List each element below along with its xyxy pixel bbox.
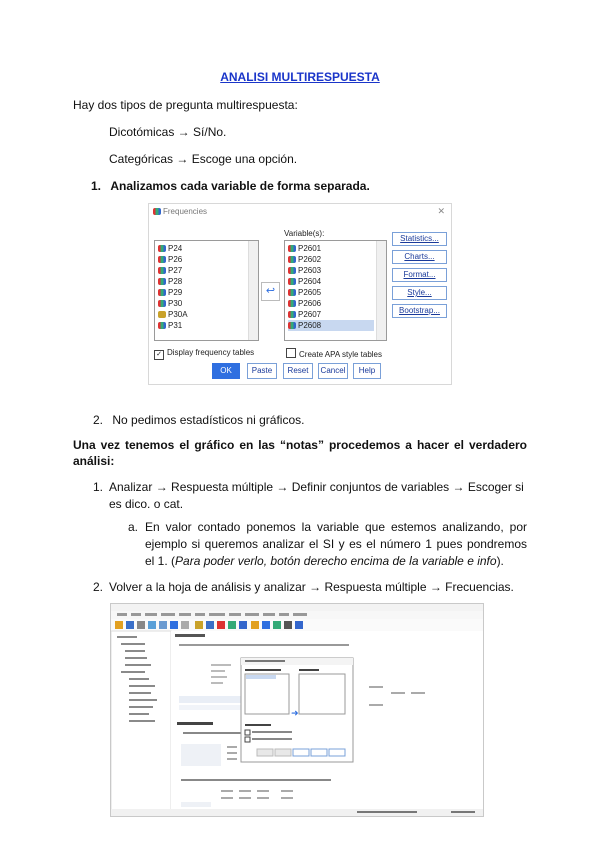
cancel-button[interactable]: Cancel (318, 363, 348, 379)
list2-item-1-number: 1. (93, 480, 104, 494)
spss-viewer-picture (111, 604, 483, 816)
format-button[interactable]: Format... (392, 268, 447, 282)
list-item-selected[interactable]: P2608 (288, 320, 374, 331)
page-title: ANALISI MULTIRESPUESTA (220, 70, 380, 84)
checkmark-icon: ✓ (154, 350, 164, 360)
close-icon[interactable]: ✕ (437, 206, 445, 216)
list-item[interactable]: P26 (158, 254, 182, 265)
step-2 (93, 412, 304, 428)
sub-item-a-line2: ejemplo si queremos analizar el SI y es el número 1 pues pondremos (145, 537, 527, 551)
list2-item-2-text: Volver a la hoja de análisis y analizar → Respuesta múltiple → Frecuencias. (109, 580, 514, 594)
list-item[interactable]: P27 (158, 265, 182, 276)
style-button[interactable]: Style... (392, 286, 447, 300)
sub-item-a-letter: a. (128, 520, 139, 534)
list-item[interactable]: P24 (158, 243, 182, 254)
list-item[interactable]: P2607 (288, 309, 321, 320)
apa-style-tables-checkbox[interactable]: Create APA style tables (286, 348, 382, 359)
list-item[interactable]: P30 (158, 298, 182, 309)
list-item[interactable]: P2603 (288, 265, 321, 276)
step-2-number: 2. (93, 413, 104, 427)
frequencies-dialog (148, 203, 452, 385)
analysis-heading: Una vez tenemos el gráfico en las “notas” procedemos a hacer el verdadero análisi: (73, 438, 527, 468)
sub-item-a-line1: En valor contado ponemos la variable que estemos analizando, por (145, 520, 527, 534)
list-item[interactable]: P28 (158, 276, 182, 287)
list2-item-1-text-cont: es dico. o cat. (109, 497, 184, 511)
intro-text: Hay dos tipos de pregunta multirespuesta: (73, 98, 298, 112)
bootstrap-button[interactable]: Bootstrap... (392, 304, 447, 318)
list-item[interactable]: P2604 (288, 276, 321, 287)
list-item[interactable]: P2605 (288, 287, 321, 298)
list-item[interactable]: P31 (158, 320, 182, 331)
dialog-app-icon (153, 208, 161, 215)
paste-button[interactable]: Paste (247, 363, 277, 379)
help-button[interactable]: Help (353, 363, 381, 379)
step-2-text: No pedimos estadísticos ni gráficos. (112, 413, 305, 427)
left-scrollbar[interactable] (248, 241, 258, 340)
svg-text:➜: ➜ (291, 709, 299, 719)
display-frequency-tables-checkbox[interactable]: ✓ Display frequency tables (154, 348, 254, 360)
step-1-number: 1. (91, 179, 102, 193)
list-item[interactable]: P30A (158, 309, 188, 320)
statistics-button[interactable]: Statistics... (392, 232, 447, 246)
type-dicotomicas: Dicotómicas → Sí/No. (109, 125, 227, 139)
list-item[interactable]: P2601 (288, 243, 321, 254)
target-variable-list[interactable] (284, 240, 387, 341)
sub-item-a-italic: Para poder verlo, botón derecho encima de la variable e info (175, 554, 497, 568)
list-item[interactable]: P29 (158, 287, 182, 298)
charts-button[interactable]: Charts... (392, 250, 447, 264)
spss-viewer-screenshot (110, 603, 484, 817)
list-item[interactable]: P2606 (288, 298, 321, 309)
variables-label: Variable(s): (284, 229, 325, 238)
list2-item-1-text: Analizar → Respuesta múltiple → Definir conjuntos de variables → Escoger si (109, 480, 524, 494)
ok-button[interactable]: OK (212, 363, 240, 379)
source-variable-list[interactable] (154, 240, 259, 341)
list2-item-2-number: 2. (93, 580, 104, 594)
move-arrow-button[interactable]: ↩ (261, 282, 280, 301)
step-1 (91, 178, 370, 194)
sub-item-a-line3: el 1. (Para poder verlo, botón derecho encima de la variable e info). (145, 554, 504, 568)
dialog-title: Frequencies (153, 207, 207, 216)
type-categoricas: Categóricas → Escoge una opción. (109, 152, 298, 166)
list-item[interactable]: P2602 (288, 254, 321, 265)
reset-button[interactable]: Reset (283, 363, 313, 379)
step-1-text: Analizamos cada variable de forma separada. (110, 179, 370, 193)
right-scrollbar[interactable] (376, 241, 386, 340)
